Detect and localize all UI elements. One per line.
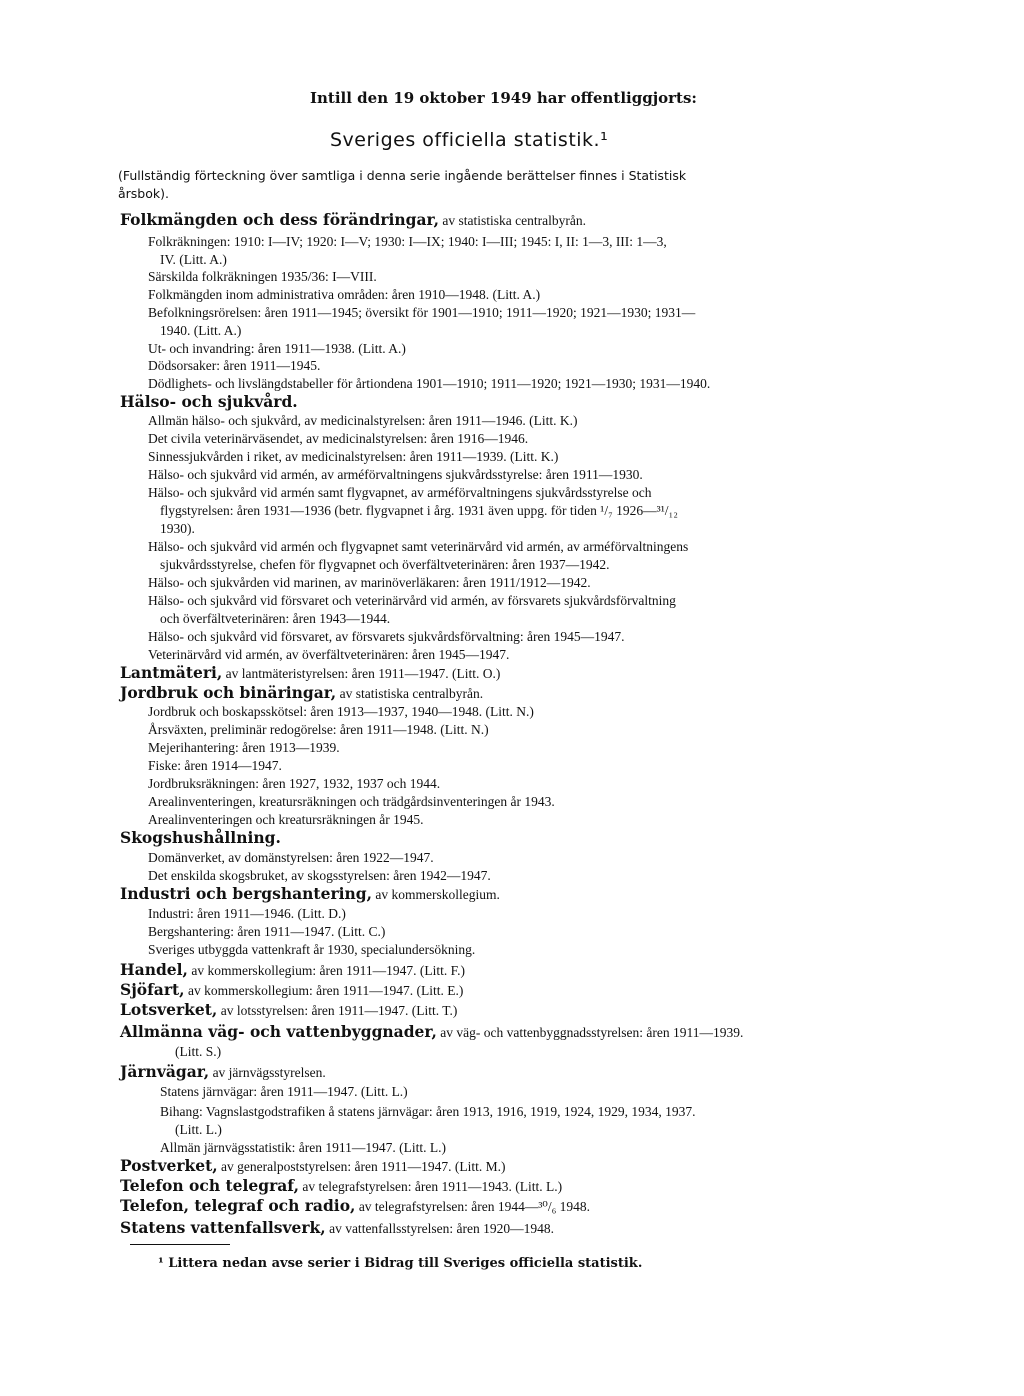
section-heading: Hälso- och sjukvård.	[120, 392, 298, 411]
entry-text: Industri: åren 1911—1946. (Litt. D.)	[148, 906, 346, 921]
footnote: ¹ Littera nedan avse serier i Bidrag till Sveriges officiella statistik.	[158, 1256, 643, 1271]
entry-line	[120, 665, 500, 683]
entry-text: Fiske: åren 1914—1947.	[148, 758, 282, 773]
section-heading: Telefon och telegraf,	[120, 1176, 300, 1195]
page-title: Sveriges officiella statistik.¹	[330, 129, 609, 151]
entry-line	[148, 740, 340, 757]
entry-line	[120, 962, 465, 980]
section-heading: Folkmängden och dess förändringar,	[120, 210, 439, 229]
entry-text: av kommerskollegium.	[372, 887, 500, 902]
entry-line	[120, 685, 483, 703]
entry-line	[148, 629, 625, 646]
entry-text: Statens järnvägar: åren 1911—1947. (Litt. L.)	[160, 1084, 408, 1099]
section-heading: Lotsverket,	[120, 1000, 218, 1019]
intro-note-line-1: (Fullständig förteckning över samtliga i denna serie ingående berättelser finnes i Statistisk	[118, 168, 687, 183]
entry-text: Bergshantering: åren 1911—1947. (Litt. C.)	[148, 924, 386, 939]
entry-text: Hälso- och sjukvård vid försvaret och veterinärvård vid armén, av försvarets sjukvårdsförvaltning	[148, 593, 676, 608]
entry-line	[160, 1140, 446, 1157]
entry-line	[148, 358, 320, 375]
entry-line	[175, 1122, 222, 1139]
entry-line	[120, 1178, 562, 1196]
entry-text: Jordbruk och boskapsskötsel: åren 1913—1937, 1940—1948. (Litt. N.)	[148, 704, 534, 719]
page-header: Intill den 19 oktober 1949 har offentliggjorts:	[310, 89, 697, 107]
entry-text: av lotsstyrelsen: åren 1911—1947. (Litt. T.)	[217, 1003, 458, 1018]
entry-text: Domänverket, av domänstyrelsen: åren 1922—1947.	[148, 850, 434, 865]
entry-line	[148, 539, 688, 556]
entry-text: Årsväxten, preliminär redogörelse: åren 1911—1948. (Litt. N.)	[148, 722, 489, 737]
entry-line	[148, 794, 555, 811]
entry-text: 1940. (Litt. A.)	[160, 323, 242, 338]
entry-line	[148, 413, 578, 430]
entry-text: Det civila veterinärväsendet, av medicinalstyrelsen: åren 1916—1946.	[148, 431, 529, 446]
entry-line	[148, 234, 667, 251]
entry-text: IV. (Litt. A.)	[160, 252, 227, 267]
entry-text: Bihang: Vagnslastgodstrafiken å statens järnvägar: åren 1913, 1916, 1919, 1924, 1929, 1934, 1937.	[160, 1104, 696, 1119]
entry-line	[160, 323, 241, 340]
entry-text: av kommerskollegium: åren 1911—1947. (Litt. E.)	[184, 983, 464, 998]
entry-line	[148, 850, 434, 867]
section-heading: Industri och bergshantering,	[120, 884, 372, 903]
section-heading: Telefon, telegraf och radio,	[120, 1196, 356, 1215]
entry-line	[148, 906, 346, 923]
entry-text: Dödlighets- och livslängdstabeller för årtiondena 1901—1910; 1911—1920; 1921—1930; 1931—1940.	[148, 376, 711, 391]
entry-line	[120, 1220, 554, 1238]
entry-text: (Litt. L.)	[175, 1122, 222, 1137]
entry-line	[148, 467, 643, 484]
entry-line	[120, 1158, 505, 1176]
entry-text: och överfältveterinären: åren 1943—1944.	[160, 611, 391, 626]
entry-text: Dödsorsaker: åren 1911—1945.	[148, 358, 321, 373]
entry-line	[120, 1064, 326, 1082]
entry-text: Det enskilda skogsbruket, av skogsstyrelsen: åren 1942—1947.	[148, 868, 491, 883]
entry-text: Jordbruksräkningen: åren 1927, 1932, 1937 och 1944.	[148, 776, 441, 791]
entry-line	[148, 287, 540, 304]
entry-text: Hälso- och sjukvården vid marinen, av marinöverläkaren: åren 1911/1912—1942.	[148, 575, 591, 590]
entry-text: av väg- och vattenbyggnadsstyrelsen: åren 1911—1939.	[436, 1025, 744, 1040]
entry-line	[120, 1198, 590, 1216]
entry-line	[160, 1084, 408, 1101]
entry-line	[148, 305, 695, 322]
entry-line	[148, 376, 710, 393]
section-heading: Skogshushållning.	[120, 828, 281, 847]
entry-text: Sveriges utbyggda vattenkraft år 1930, specialundersökning.	[148, 942, 476, 957]
entry-line	[160, 611, 390, 628]
entry-line	[160, 252, 227, 269]
entry-text: Hälso- och sjukvård vid armén samt flygvapnet, av arméförvaltningens sjukvårdsstyrelse och	[148, 485, 652, 500]
entry-text: av generalpoststyrelsen: åren 1911—1947. (Litt. M.)	[217, 1159, 506, 1174]
section-heading: Lantmäteri,	[120, 663, 223, 682]
entry-line	[120, 394, 298, 412]
entry-text: Veterinärvård vid armén, av överfältveterinären: åren 1945—1947.	[148, 647, 510, 662]
section-heading: Postverket,	[120, 1156, 218, 1175]
entry-text: Mejerihantering: åren 1913—1939.	[148, 740, 340, 755]
entry-text: av telegrafstyrelsen: åren 1944—³⁰/₆ 1948.	[355, 1199, 591, 1214]
entry-line	[160, 557, 609, 574]
section-heading: Handel,	[120, 960, 188, 979]
entry-line	[120, 982, 463, 1000]
entry-line	[148, 431, 528, 448]
entry-line	[160, 503, 678, 520]
entry-text: Befolkningsrörelsen: åren 1911—1945; översikt för 1901—1910; 1911—1920; 1921—1930; 1931—	[148, 305, 696, 320]
entry-line	[160, 521, 195, 538]
entry-text: av statistiska centralbyrån.	[439, 213, 586, 228]
entry-text: Ut- och invandring: åren 1911—1938. (Litt. A.)	[148, 341, 406, 356]
entry-text: Folkräkningen: 1910: I—IV; 1920: I—V; 1930: I—IX; 1940: I—III; 1945: I, II: 1—3, III: 1—3,	[148, 234, 667, 249]
entry-text: Allmän hälso- och sjukvård, av medicinalstyrelsen: åren 1911—1946. (Litt. K.)	[148, 413, 578, 428]
footnote-rule	[130, 1244, 230, 1245]
entry-text: Arealinventeringen, kreatursräkningen och trädgårdsinventeringen år 1943.	[148, 794, 555, 809]
entry-text: Särskilda folkräkningen 1935/36: I—VIII.	[148, 269, 377, 284]
intro-note-line-2: årsbok).	[118, 186, 169, 201]
section-heading: Allmänna väg- och vattenbyggnader,	[120, 1022, 437, 1041]
entry-text: Arealinventeringen och kreatursräkningen år 1945.	[148, 812, 424, 827]
entry-line	[148, 269, 377, 286]
entry-line	[148, 575, 591, 592]
entry-line	[148, 868, 491, 885]
entry-line	[120, 886, 500, 904]
entry-line	[175, 1044, 221, 1061]
entry-text: Folkmängden inom administrativa områden: åren 1910—1948. (Litt. A.)	[148, 287, 541, 302]
section-heading: Jordbruk och binäringar,	[120, 683, 337, 702]
entry-text: Sinnessjukvården i riket, av medicinalstyrelsen: åren 1911—1939. (Litt. K.)	[148, 449, 559, 464]
entry-text: av vattenfallsstyrelsen: åren 1920—1948.	[325, 1221, 555, 1236]
entry-line	[148, 722, 489, 739]
entry-line	[120, 1024, 743, 1042]
entry-line	[148, 758, 282, 775]
entry-text: 1930).	[160, 521, 195, 536]
entry-line	[148, 704, 534, 721]
entry-line	[148, 942, 475, 959]
entry-line	[148, 485, 652, 502]
entry-line	[148, 593, 676, 610]
entry-line	[148, 812, 424, 829]
entry-text: av kommerskollegium: åren 1911—1947. (Litt. F.)	[187, 963, 465, 978]
entry-text: Allmän järnvägsstatistik: åren 1911—1947. (Litt. L.)	[160, 1140, 446, 1155]
entry-text: av järnvägsstyrelsen.	[209, 1065, 326, 1080]
entry-text: sjukvårdsstyrelse, chefen för flygvapnet och överfältveterinären: åren 1937—1942.	[160, 557, 610, 572]
entry-text: Hälso- och sjukvård vid armén och flygvapnet samt veterinärvård vid armén, av arméförvaltningens	[148, 539, 689, 554]
entry-text: Hälso- och sjukvård vid armén, av arméförvaltningens sjukvårdsstyrelse: åren 1911—1930.	[148, 467, 643, 482]
entry-line	[160, 1104, 696, 1121]
entry-text: Hälso- och sjukvård vid försvaret, av försvarets sjukvårdsförvaltning: åren 1945—1947.	[148, 629, 625, 644]
entry-text: av telegrafstyrelsen: åren 1911—1943. (Litt. L.)	[299, 1179, 563, 1194]
entry-line	[120, 830, 281, 848]
entry-text: av lantmäteristyrelsen: åren 1911—1947. (Litt. O.)	[222, 666, 501, 681]
entry-line	[148, 341, 406, 358]
entry-line	[120, 212, 586, 230]
entry-line	[148, 647, 509, 664]
entry-line	[120, 1002, 457, 1020]
entry-line	[148, 449, 558, 466]
entry-line	[148, 924, 385, 941]
entry-text: (Litt. S.)	[175, 1044, 222, 1059]
section-heading: Sjöfart,	[120, 980, 185, 999]
entry-text: av statistiska centralbyrån.	[336, 686, 484, 701]
entry-text: flygstyrelsen: åren 1931—1936 (betr. flygvapnet i årg. 1931 även uppg. för tiden ¹/₇ 1926—³¹/₁₂	[160, 503, 678, 518]
section-heading: Järnvägar,	[120, 1062, 210, 1081]
entry-line	[148, 776, 440, 793]
section-heading: Statens vattenfallsverk,	[120, 1218, 326, 1237]
